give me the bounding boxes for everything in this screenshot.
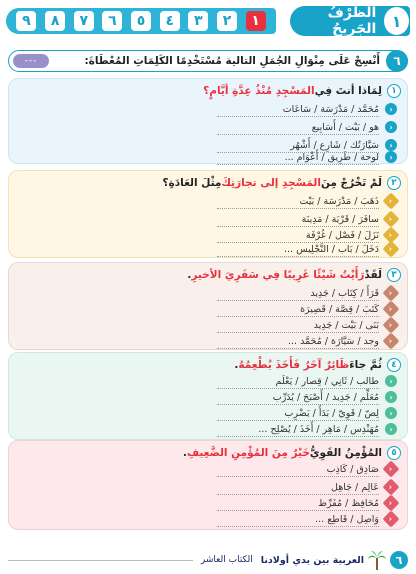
diamond-icon: ‹ [383,301,400,318]
question-tail: . [234,359,239,371]
page-header [6,6,410,36]
option-text: هو / بَيْت / أَسَابِيع [311,121,379,133]
page-number: ٦ [390,551,408,569]
answer-line[interactable] [217,301,397,317]
answer-line[interactable] [217,495,397,511]
answer-line[interactable] [217,405,397,421]
answer-dotted-line[interactable] [217,116,379,117]
arrow-icon: ‹ [385,139,397,151]
arrow-icon: ‹ [385,375,397,387]
diamond-icon: ‹ [383,511,400,528]
arrow-icon: ‹ [385,151,397,163]
option-text: نَزَلَ / فَصْل / غُرْفَة [305,229,379,241]
option-text: مُهَنْدِس / مَاهِر / أَخَذَ / يُصْلِح ... [258,423,379,435]
diamond-icon: ‹ [383,241,400,258]
question-4 [234,358,401,372]
option-text: ذَهَبَ / مَدْرَسَة / بَيْت [299,195,379,207]
question-number: ٣ [387,268,401,282]
question-text: ثُمَّ جاءَ [349,359,382,371]
answer-line[interactable] [217,317,397,333]
exercise-section-3 [8,262,408,350]
answer-line[interactable] [217,421,397,437]
answer-line[interactable] [217,479,397,495]
footer-divider [8,560,193,561]
instruction-pill: --- [13,54,49,68]
option-text: قَرَأَ / كِتَاب / جَدِيد [310,287,379,299]
answer-line[interactable] [217,285,397,301]
digit-7[interactable]: ٧ [74,11,94,31]
option-text: مُعَلِّم / جَدِيد / أَصْبَحَ / يُدَرِّب [272,391,379,403]
arrow-icon: ‹ [385,391,397,403]
question-number: ١ [387,84,401,98]
arrow-icon: ‹ [385,407,397,419]
answer-dotted-line[interactable] [217,348,379,349]
question-text: لَمْ تَخْرُجْ مِنَ [320,177,382,189]
question-text: المُؤْمِنُ القَوِيُّ [309,447,382,459]
question-highlight: المَسْجِدِ مُنْذُ عِدَّةِ أيَّامٍ؟ [203,85,315,97]
answer-line[interactable] [217,101,397,117]
digit-4[interactable]: ٤ [160,11,180,31]
diamond-icon: ‹ [383,285,400,302]
answer-line[interactable] [217,333,397,349]
option-text: لوحة / طَرِيق / أَعْوَام ... [284,151,379,163]
option-text: مُحَمَّد / مَدْرَسَة / سَاعَات [282,103,379,115]
arrow-icon: ‹ [385,423,397,435]
answer-dotted-line[interactable] [217,256,379,257]
diamond-icon: ‹ [383,227,400,244]
question-text: لَقَدْ [364,269,382,281]
diamond-icon: ‹ [383,479,400,496]
option-text: وَاصِل / قَاطِع ... [315,513,379,525]
digit-2[interactable]: ٢ [217,11,237,31]
option-text: دَخَلَ / بَاب / التَّجْلِيس ... [284,243,379,255]
answer-line[interactable] [217,373,397,389]
lesson-number: ١ [384,7,409,35]
diamond-icon: ‹ [383,193,400,210]
option-text: طالب / ثَانِي / قِصار / يَعْلَم [275,375,379,387]
question-number: ٢ [387,176,401,190]
palm-tree-icon [368,550,386,570]
exercise-section-1 [8,78,408,164]
question-tail: مِثْلَ العَادَةِ؟ [162,177,222,189]
option-text: سَيَّارَتُك / شَارِع / أَشْهُر [290,139,379,151]
answer-dotted-line[interactable] [217,208,379,209]
option-text: كَتَبَ / قِصَّة / قَصِيرَة [300,303,379,315]
question-highlight: المَسْجِدِ إلى تجارَتِكَ [221,177,321,189]
answer-line[interactable] [217,389,397,405]
diamond-icon: ‹ [383,211,400,228]
book-grade: الكتاب العاشر [200,555,253,565]
answer-line[interactable] [217,211,397,227]
answer-line[interactable] [217,511,397,527]
digit-8[interactable]: ٨ [45,11,65,31]
digit-1[interactable]: ١ [246,11,266,31]
diamond-icon: ‹ [383,495,400,512]
answer-line[interactable] [217,149,397,165]
question-tail: . [187,269,192,281]
answer-line[interactable] [217,241,397,257]
question-3 [187,268,401,282]
option-text: صَادِق / كَاذِب [326,463,379,475]
digit-6[interactable]: ٦ [102,11,122,31]
question-number: ٥ [387,446,401,460]
digit-9[interactable]: ٩ [16,11,36,31]
question-highlight: رَأَيْتُ شَيْئًا غَرِيبًا فِي سَفَرِيَ الأخيرِ [191,269,365,281]
option-text: وجد / سَيَّارَة / مُحَمَّد ... [288,335,379,347]
instruction-text: أَنْسِجْ عَلَى مِنْوَالِ الجُمَلِ التالية مُسْتَخْدِمًا الكَلِمَاتِ المُعْطَاةَ: [84,55,380,67]
option-text: عَالِم / جَاهِل [331,481,379,493]
diamond-icon: ‹ [383,317,400,334]
question-highlight: خَيْرٌ مِنَ المُؤْمِنِ الضَّعِيفِ [186,447,310,459]
option-text: مُحَافِظ / مُفَرِّط [318,497,379,509]
question-5 [183,446,401,460]
lesson-badge [290,6,410,36]
answer-dotted-line[interactable] [217,436,379,437]
exercise-section-5 [8,440,408,530]
option-text: لِصّ / قَوِيّ / بَدَأَ / يَضْرِب [284,407,379,419]
answer-line[interactable] [217,461,397,477]
diamond-icon: ‹ [383,461,400,478]
lesson-title: الظَّرْفُ الجَرِيحُ [327,5,377,37]
answer-dotted-line[interactable] [217,526,379,527]
exercise-instruction [8,50,408,72]
exercise-section-4 [8,352,408,440]
answer-dotted-line[interactable] [217,164,379,165]
option-text: بَنَى / بَيْت / جَدِيد [313,319,379,331]
exercise-number: ٦ [386,50,408,72]
question-tail: . [182,447,187,459]
answer-line[interactable] [217,119,397,135]
arrow-icon: ‹ [385,121,397,133]
answer-dotted-line[interactable] [217,476,379,477]
answer-line[interactable] [217,193,397,209]
book-title: العربية بين يدي أولادنا [260,554,364,566]
answer-dotted-line[interactable] [217,134,379,135]
digit-3[interactable]: ٣ [188,11,208,31]
option-text: سافَرَ / قَرْيَة / مَدِينَة [301,213,379,225]
question-number: ٤ [387,358,401,372]
question-text: لِمَاذا أنتَ فِي [314,85,382,97]
question-2 [162,176,401,190]
diamond-icon: ‹ [383,333,400,350]
exercise-section-2 [8,170,408,258]
arrow-icon: ‹ [385,103,397,115]
page-footer [8,550,408,570]
question-highlight: ظَائِرٌ آخَرُ فَأَخَذَ يُطْعِمُهُ [238,359,350,371]
question-1 [203,84,401,98]
lesson-digits-bar [6,8,276,34]
digit-5[interactable]: ٥ [131,11,151,31]
